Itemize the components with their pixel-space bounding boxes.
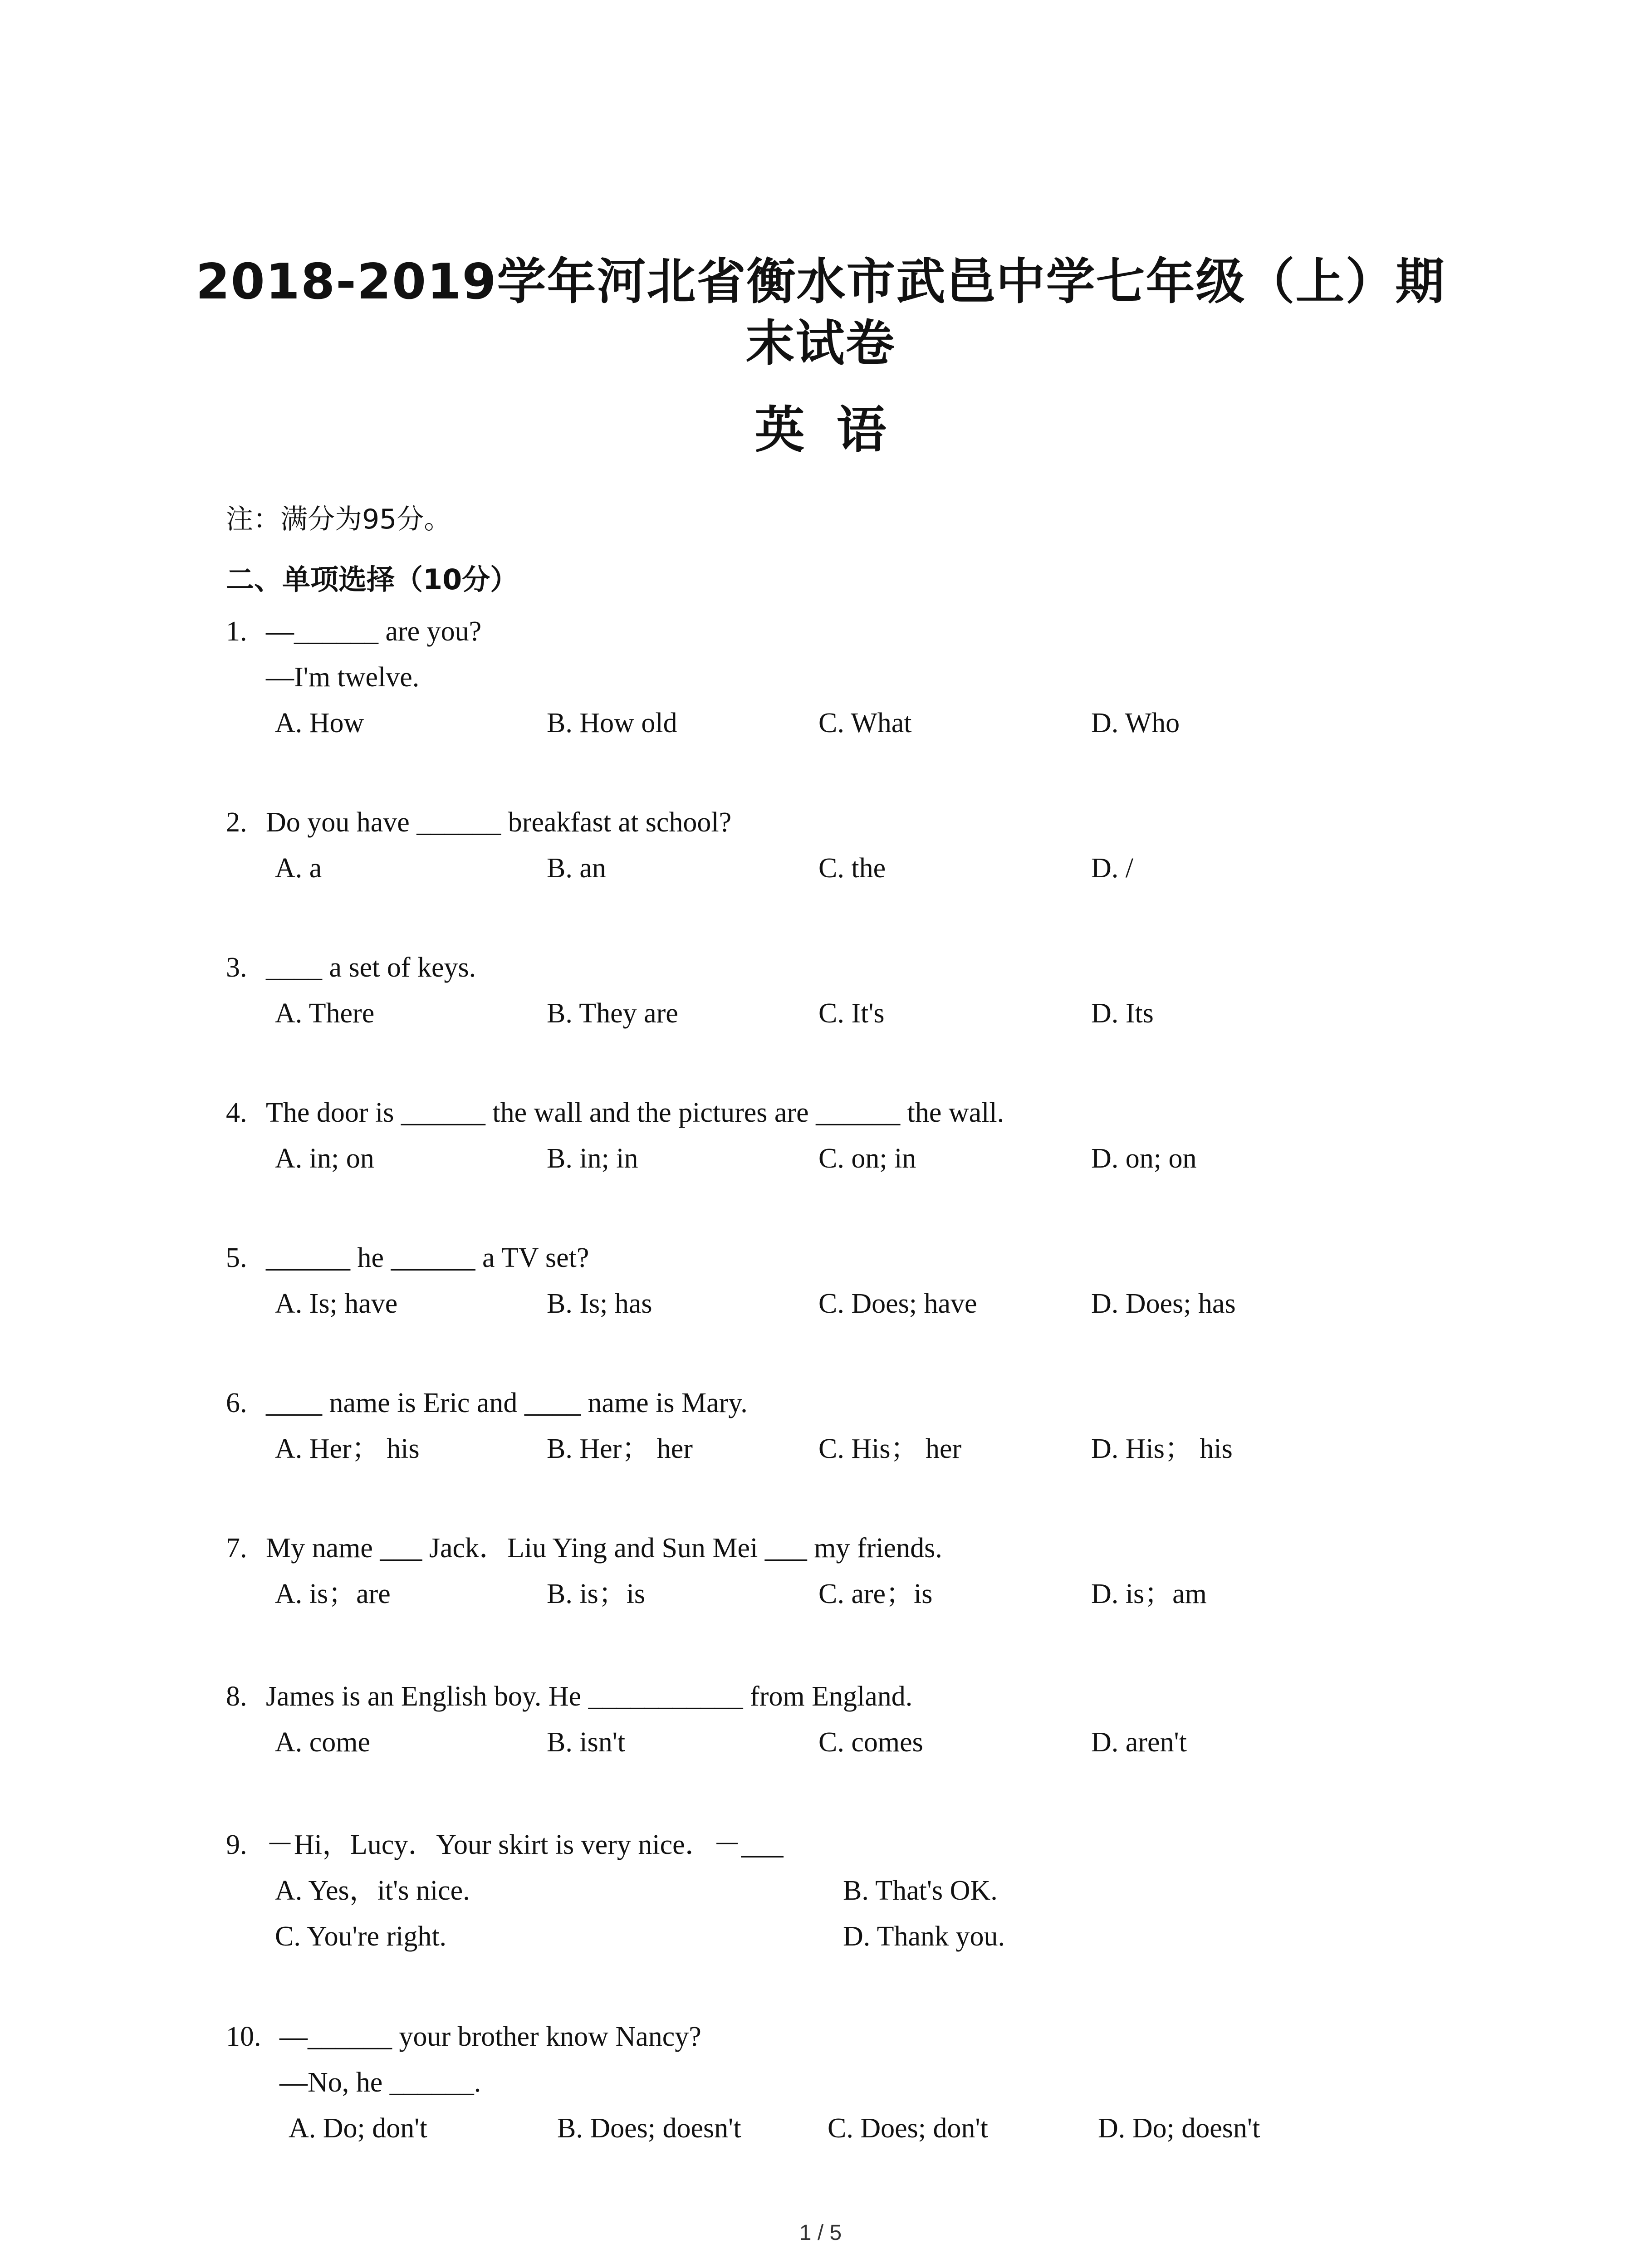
question-stem xyxy=(226,2014,1451,2060)
question-text: —No, he ______. xyxy=(279,2067,481,2098)
question-stem xyxy=(226,945,1451,991)
option-a[interactable]: A. There xyxy=(275,998,375,1029)
option-d[interactable]: D. is；am xyxy=(1091,1579,1207,1609)
question-stem xyxy=(226,1525,1451,1571)
options-row xyxy=(226,1426,1451,1472)
option-a[interactable]: A. in; on xyxy=(275,1143,374,1174)
question-8 xyxy=(226,1674,1451,1765)
option-d[interactable]: D. Its xyxy=(1091,998,1154,1029)
question-stem xyxy=(226,1235,1451,1281)
question-text: —I'm twelve. xyxy=(266,662,420,693)
page-indicator: 1 / 5 xyxy=(799,2221,842,2245)
options-row xyxy=(226,1136,1451,1182)
option-d[interactable]: D. aren't xyxy=(1091,1727,1187,1758)
score-note: 注：满分为95分。 xyxy=(226,503,451,535)
option-c[interactable]: C. are；is xyxy=(818,1579,933,1609)
question-number: 8. xyxy=(226,1681,247,1712)
options-row xyxy=(226,1720,1451,1765)
question-number: 10. xyxy=(226,2021,261,2052)
option-a[interactable]: A. is；are xyxy=(275,1579,391,1609)
document-title-line2: 末试卷 xyxy=(745,315,896,372)
section-title: 二、单项选择（10分） xyxy=(226,563,519,596)
option-a[interactable]: A. Her； his xyxy=(275,1433,420,1464)
question-5 xyxy=(226,1235,1451,1327)
question-number: 2. xyxy=(226,807,247,838)
options-row xyxy=(226,846,1451,891)
option-d[interactable]: D. Does; has xyxy=(1091,1288,1236,1319)
question-stem xyxy=(226,655,1451,700)
question-2 xyxy=(226,800,1451,891)
question-number: 1. xyxy=(226,616,247,647)
option-c[interactable]: C. comes xyxy=(818,1727,923,1758)
option-b[interactable]: B. Her； her xyxy=(547,1433,693,1464)
question-text: —______ are you? xyxy=(266,616,482,647)
options-row xyxy=(226,2106,1451,2151)
options-row xyxy=(226,1281,1451,1327)
question-10 xyxy=(226,2014,1451,2151)
question-1 xyxy=(226,609,1451,746)
question-stem xyxy=(226,1380,1451,1426)
subject-heading: 英语 xyxy=(754,401,918,459)
option-c[interactable]: C. Does; don't xyxy=(828,2113,988,2144)
question-stem xyxy=(226,1822,1451,1868)
options-row xyxy=(226,1868,1451,1914)
question-stem xyxy=(226,2060,1451,2106)
question-stem xyxy=(226,800,1451,846)
option-b[interactable]: B. in; in xyxy=(547,1143,638,1174)
option-c[interactable]: C. His； her xyxy=(818,1433,962,1464)
question-number: 5. xyxy=(226,1242,247,1273)
document-title-line1: 2018-2019学年河北省衡水市武邑中学七年级（上）期 xyxy=(196,254,1445,310)
option-b[interactable]: B. That's OK. xyxy=(843,1875,998,1906)
option-c[interactable]: C. It's xyxy=(818,998,885,1029)
question-number: 9. xyxy=(226,1829,247,1860)
question-text: ______ he ______ a TV set? xyxy=(266,1242,589,1273)
option-b[interactable]: B. is；is xyxy=(547,1579,646,1609)
option-c[interactable]: C. the xyxy=(818,853,886,884)
option-a[interactable]: A. Is; have xyxy=(275,1288,398,1319)
question-text: ____ a set of keys. xyxy=(266,952,476,983)
question-text: －Hi，Lucy．Your skirt is very nice．－___ xyxy=(266,1829,784,1860)
question-4 xyxy=(226,1090,1451,1182)
option-b[interactable]: B. They are xyxy=(547,998,678,1029)
question-text: —______ your brother know Nancy? xyxy=(279,2021,701,2052)
question-9 xyxy=(226,1822,1451,1960)
option-a[interactable]: A. come xyxy=(275,1727,371,1758)
option-d[interactable]: D. Thank you. xyxy=(843,1921,1005,1952)
option-b[interactable]: B. Does; doesn't xyxy=(557,2113,741,2144)
question-text: Do you have ______ breakfast at school? xyxy=(266,807,732,838)
option-a[interactable]: A. a xyxy=(275,853,322,884)
option-b[interactable]: B. an xyxy=(547,853,606,884)
option-b[interactable]: B. How old xyxy=(547,708,677,738)
option-d[interactable]: D. on; on xyxy=(1091,1143,1197,1174)
question-text: The door is ______ the wall and the pictures are ______ the wall. xyxy=(266,1097,1004,1128)
option-c[interactable]: C. What xyxy=(818,708,912,738)
question-number: 3. xyxy=(226,952,247,983)
option-d[interactable]: D. Do; doesn't xyxy=(1098,2113,1260,2144)
option-c[interactable]: C. on; in xyxy=(818,1143,916,1174)
question-stem xyxy=(226,1674,1451,1720)
question-text: My name ___ Jack．Liu Ying and Sun Mei ___ my friends. xyxy=(266,1533,942,1564)
option-a[interactable]: A. Do; don't xyxy=(289,2113,427,2144)
question-number: 4. xyxy=(226,1097,247,1128)
question-text: ____ name is Eric and ____ name is Mary. xyxy=(266,1388,748,1418)
question-6 xyxy=(226,1380,1451,1472)
option-b[interactable]: B. Is; has xyxy=(547,1288,652,1319)
question-stem xyxy=(226,609,1451,655)
options-row xyxy=(226,700,1451,746)
question-text: James is an English boy. He ___________ from England. xyxy=(266,1681,913,1712)
options-row xyxy=(226,991,1451,1036)
option-d[interactable]: D. Who xyxy=(1091,708,1180,738)
question-7 xyxy=(226,1525,1451,1617)
option-d[interactable]: D. His； his xyxy=(1091,1433,1233,1464)
option-c[interactable]: C. You're right. xyxy=(275,1921,447,1952)
question-3 xyxy=(226,945,1451,1036)
option-c[interactable]: C. Does; have xyxy=(818,1288,977,1319)
question-stem xyxy=(226,1090,1451,1136)
options-row xyxy=(226,1571,1451,1617)
option-d[interactable]: D. / xyxy=(1091,853,1133,884)
option-a[interactable]: A. How xyxy=(275,708,364,738)
option-a[interactable]: A. Yes，it's nice. xyxy=(275,1875,470,1906)
options-row xyxy=(226,1914,1451,1960)
question-number: 7. xyxy=(226,1533,247,1564)
question-number: 6. xyxy=(226,1388,247,1418)
option-b[interactable]: B. isn't xyxy=(547,1727,626,1758)
